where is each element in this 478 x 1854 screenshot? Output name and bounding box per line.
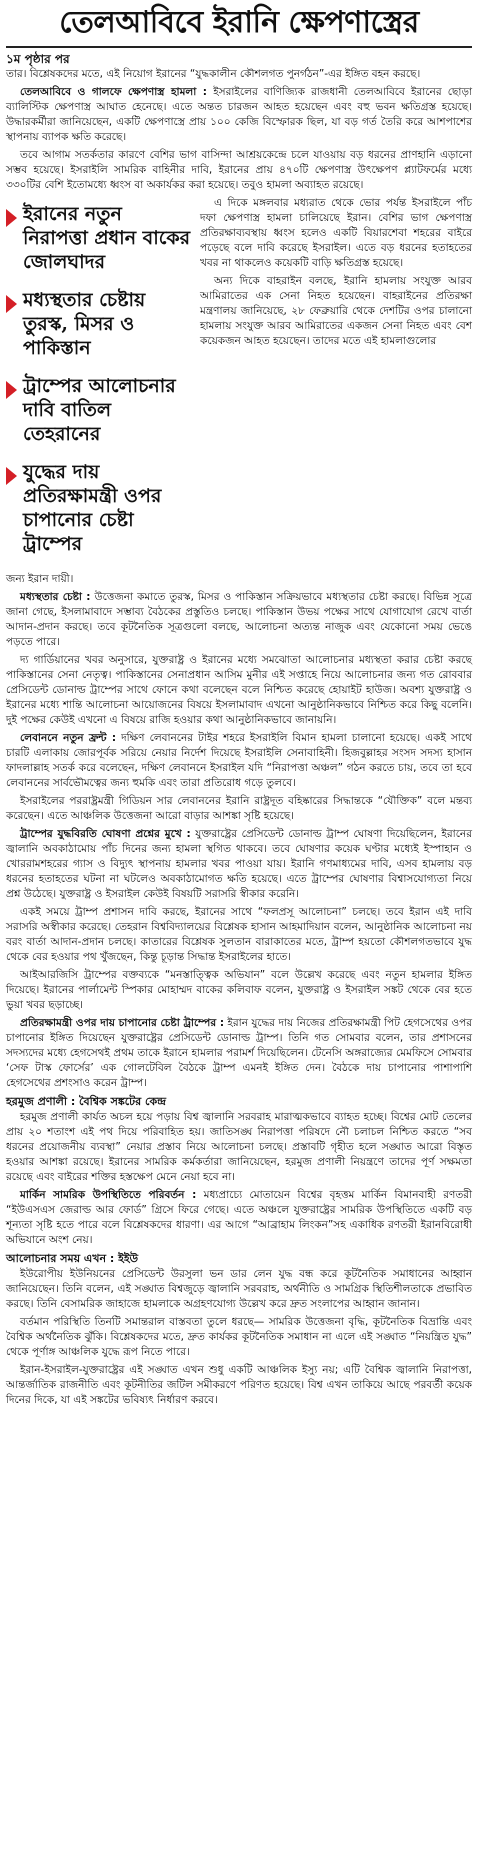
section-heading: মধ্যস্থতার চেষ্টা : (20, 591, 91, 603)
paragraph-text: যুক্তরাষ্ট্রের প্রেসিডেন্ট ডোনাল্ড ট্রাম্প ঘোষণা দিয়েছিলেন, ইরানের জ্বালানি অবকাঠামোয় পাঁচ দিনের জন্য হামলা স্থগিত থাকবে। তবে ঘোষণার কয়েক ঘণ্টার মধ্যেই ইস্পাহান ও খোররামশহরের গ্যাস ও বিদ্যুৎ স্থাপনায় হামলার খবর পাওয়া যায়। ইরানি গণমাধ্যমের দাবি, এসব হামলায় বড় ধরনের হতাহতের ঘটনা না ঘটলেও অবকাঠামোগত ক্ষতি হয়েছে। এতে ট্রাম্পের ঘোষণার বিশ্বাসযোগ্যতা নিয়ে প্রশ্ন উঠেছে। যুক্তরাষ্ট্র ও ইসরাইল কেউই বিষয়টি সরাসরি স্বীকার করেনি। (6, 828, 472, 900)
section-paragraph (6, 1188, 472, 1248)
section-heading: মার্কিন সামরিক উপস্থিতিতে পরিবর্তন : (20, 1189, 197, 1201)
section-heading: আলোচনার সময় এখন : ইইউ (6, 1252, 139, 1265)
highlight-item (6, 460, 192, 556)
section-paragraph: ইরান-ইসরাইল-যুক্তরাষ্ট্রের এই সঙ্ঘাত এখন শুধু একটি আঞ্চলিক ইস্যু নয়; এটি বৈশ্বিক জ্বালানি নিরাপত্তা, আন্তর্জাতিক রাজনীতি এবং কূটনীতির জটিল সমীকরণে পরিণত হয়েছে। বিশ্ব এখন তাকিয়ে আছে পরবর্তী কয়েক দিনের দিকে, যা এই সঙ্কটের ভবিষ্যৎ নির্ধারণ করবে। (6, 1364, 472, 1406)
section-paragraph: বর্তমান পরিস্থিতি তিনটি সমান্তরাল বাস্তবতা তুলে ধরছে— সামরিক উত্তেজনা বৃদ্ধি, কূটনৈতিক বিভ্রান্তি এবং বৈশ্বিক অর্থনৈতিক ঝুঁকি। বিশ্লেষকদের মতে, দ্রুত কার্যকর কূটনৈতিক সমাধান না এলে এই সঙ্ঘাত “নিয়ন্ত্রিত যুদ্ধ” থেকে পূর্ণাঙ্গ আঞ্চলিক যুদ্ধে রূপ নিতে পারে। (6, 1316, 472, 1358)
section-paragraph (6, 590, 472, 650)
triangle-bullet-icon (6, 295, 17, 313)
triangle-bullet-icon (6, 467, 17, 485)
highlight-item (6, 202, 192, 274)
triangle-bullet-icon (6, 381, 17, 399)
section-heading: ট্রাম্পের যুদ্ধবিরতি ঘোষণা প্রশ্নের মুখে : (20, 828, 191, 840)
headline: তেলআবিবে ইরানি ক্ষেপণাস্ত্রের (59, 5, 419, 40)
highlight-item (6, 374, 192, 446)
paragraph-text: দক্ষিণ লেবাননের টাইর শহরে ইসরাইলি বিমান হামলা চালানো হয়েছে। একই সাথে চারটি এলাকায় জোরপূর্বক সরিয়ে নেয়ার নির্দেশ দিয়েছে ইসরাইলি সেনাবাহিনী। হিজবুল্লাহর সংসদ সদস্য হাসান ফাদলাল্লাহ সতর্ক করে বলেছেন, দক্ষিণ লেবাননে ইসরাইল যদি “নিরাপত্তা অঞ্চল” গঠন করতে চায়, তবে তা হবে লেবাননের সার্বভৌমত্বের জন্য হুমকি এবং তারা প্রতিরোধ গড়ে তুলবে। (6, 732, 472, 789)
section-paragraph: আইআরজিসি ট্রাম্পের বক্তব্যকে “মনস্তাত্ত্বিক অভিযান” বলে উল্লেখ করেছে এবং নতুন হামলার ইঙ্গিত দিয়েছে। ইরানের পার্লামেন্ট স্পিকার মোহাম্মদ বাকের কলিবাফ বলেন, যুক্তরাষ্ট্র ও ইসরাইল সঙ্কট থেকে বের হতে ভুয়া খবর ছড়াচ্ছে। (6, 969, 472, 1011)
triangle-bullet-icon (6, 209, 17, 227)
section-heading: হরমুজ প্রণালী : বৈশ্বিক সঙ্কটের কেন্দ্র (6, 1095, 167, 1108)
highlight-text: মধ্যস্থতার চেষ্টায় তুরস্ক, মিসর ও পাকিস্তান (23, 289, 146, 359)
section-paragraph (6, 1016, 472, 1091)
section-paragraph: জন্য ইরান দায়ী। (6, 573, 74, 585)
section-heading: লেবাননে নতুন ফ্রন্ট : (20, 732, 117, 744)
section-paragraph (6, 731, 472, 791)
highlight-item (6, 288, 192, 360)
continued-label: ১ম পৃষ্ঠার পর (6, 52, 70, 66)
section-paragraph: তবে আগাম সতর্কতার কারণে বেশির ভাগ বাসিন্দা আশ্রয়কেন্দ্রে চলে যাওয়ায় বড় ধরনের প্রাণহানি এড়ানো সম্ভব হয়েছে। ইসরাইলি সামরিক বাহিনীর দাবি, ইরানের প্রায় ৪৭০টি ক্ষেপণাস্ত্র উৎক্ষেপণ প্ল্যাটফর্মের মধ্যে ৩৩০টির বেশি ইতোমধ্যে ধ্বংস বা অকার্যকর করা হয়েছে। তবুও হামলা অব্যাহত রয়েছে। (6, 149, 472, 191)
section-paragraph: ইউরোপীয় ইউনিয়নের প্রেসিডেন্ট উরসুলা ভন ডার লেন যুদ্ধ বন্ধ করে কূটনৈতিক সমাধানের আহ্বান জানিয়েছেন। তিনি বলেন, এই সঙ্ঘাত বিশ্বজুড়ে জ্বালানি সরবরাহ, অর্থনীতি ও সামগ্রিক স্থিতিশীলতাকে প্রভাবিত করছে। তিনি বেসামরিক জাহাজে হামলাকে অগ্রহণযোগ্য উল্লেখ করে দ্রুত সংলাপের আহ্বান জানান। (6, 1268, 472, 1310)
intro-paragraph: তার। বিশ্লেষকদের মতে, এই নিয়োগ ইরানের “যুদ্ধকালীন কৌশলগত পুনর্গঠন”-এর ইঙ্গিত বহন করছে। (6, 68, 421, 80)
paragraph-text: ইসরাইলের বাণিজ্যিক রাজধানী তেলআবিবে ইরানের ছোড়া ব্যালিস্টিক ক্ষেপণাস্ত্র আঘাত হেনেছে। এতে অন্তত চারজন আহত হয়েছেন এবং বহু ভবন ক্ষতিগ্রস্ত হয়েছে। উদ্ধারকর্মীরা জানিয়েছেন, একটি ক্ষেপণাস্ত্রে প্রায় ১০০ কেজি বিস্ফোরক ছিল, যা বড় গর্ত তৈরি করে আশপাশের স্থাপনায় ব্যাপক ক্ষতি করেছে। (6, 86, 472, 143)
section-paragraph: অন্য দিকে বাহরাইন বলছে, ইরানি হামলায় সংযুক্ত আরব আমিরাতের এক সেনা নিহত হয়েছেন। বাহরাইনের প্রতিরক্ষা মন্ত্রণালয় জানিয়েছে, ২৮ ফেব্রুয়ারি থেকে দেশটির ওপর চালানো হামলায় সংযুক্ত আরব আমিরাতের একজন সেনা নিহত এবং বেশ কয়েকজন আহত হয়েছেন। তাদের মতে এই হামলাগুলোর (200, 275, 472, 347)
paragraph-text: উত্তেজনা কমাতে তুরস্ক, মিসর ও পাকিস্তান সক্রিয়ভাবে মধ্যস্থতার চেষ্টা করছে। বিভিন্ন সূত্রে জানা গেছে, ইসলামাবাদে সম্ভাব্য বৈঠকের প্রস্তুতিও চলছে। পাকিস্তান উভয় পক্ষের সাথে যোগাযোগ রেখে বার্তা আদান-প্রদান করছে। তবে কূটনৈতিক সূত্রগুলো বলছে, আলোচনা অত্যন্ত নাজুক এবং যেকোনো সময় ভেঙে পড়তে পারে। (6, 591, 472, 648)
section-paragraph: দ্য গার্ডিয়ানের খবর অনুসারে, যুক্তরাষ্ট্র ও ইরানের মধ্যে সমঝোতা আলোচনার মধ্যস্থতা করার চেষ্টা করছে পাকিস্তানের সেনা নেতৃত্ব। পাকিস্তানের সেনাপ্রধান আসিম মুনীর এই সপ্তাহে নিয়ে আলোচনার জন্য গত রোববার প্রেসিডেন্ট ডোনাল্ড ট্রাম্পের সাথে ফোনে কথা বলেছেন বলে নিশ্চিত করেছে হোয়াইট হাউজ। অবশ্য যুক্তরাষ্ট্র ও ইরানের মধ্যে শান্তি আলোচনা আয়োজনের বিষয়ে ইসলামাবাদ এখনো আনুষ্ঠানিকভাবে নিশ্চিত করে কিছু বলেনি। দুই পক্ষের কেউই এখনো এ বিষয়ে রাজি হওয়ার কথা আনুষ্ঠানিকভাবে জানায়নি। (6, 654, 472, 726)
paragraph-text: ইরান যুদ্ধের দায় নিজের প্রতিরক্ষামন্ত্রী পিট হেগসেথের ওপর চাপানোর ইঙ্গিত দিয়েছেন যুক্তরাষ্ট্রের প্রেসিডেন্ট ডোনাল্ড ট্রাম্প। তিনি গত সোমবার বলেন, তার প্রশাসনের সদস্যদের মধ্যে হেগসেথই প্রথম তাকে ইরানে হামলার পরামর্শ দিয়েছিলেন। টেনেসি অঙ্গরাজ্যের মেমফিসে সোমবার ‘সেফ টাস্ক ফোর্সের’ এক গোলটেবিল বৈঠকে ট্রাম্প এমনই ইঙ্গিত দেন। বৈঠকে দায় চাপানোর পাশাপাশি হেগসেথের প্রশংসাও করেন ট্রাম্প। (6, 1017, 472, 1089)
highlight-text: ইরানের নতুন নিরাপত্তা প্রধান বাকের জোলঘাদর (23, 203, 191, 273)
section-paragraph: ইসরাইলের পররাষ্ট্রমন্ত্রী গিডিয়ন সার লেবাননের ইরানি রাষ্ট্রদূত বহিষ্কারের সিদ্ধান্তকে “যৌক্তিক” বলে মন্তব্য করেছেন। এতে আঞ্চলিক উত্তেজনা আরো বাড়ার আশঙ্কা সৃষ্টি হয়েছে। (6, 795, 472, 822)
headline-rule (6, 46, 472, 48)
section-paragraph: এ দিকে মঙ্গলবার মধ্যরাত থেকে ভোর পর্যন্ত ইসরাইলে পাঁচ দফা ক্ষেপণাস্ত্র হামলা চালিয়েছে ইরান। বেশির ভাগ ক্ষেপণাস্ত্র প্রতিরক্ষাব্যবস্থায় ধ্বংস হলেও একটি বিয়ারশেবা শহরের বাইরে পড়েছে বলে দাবি করেছে ইসরাইল। এতে বড় ধরনের হতাহতের খবর না থাকলেও কয়েকটি বাড়ি ক্ষতিগ্রস্ত হয়েছে। (200, 197, 472, 269)
highlight-text: যুদ্ধের দায় প্রতিরক্ষামন্ত্রী ওপর চাপানোর চেষ্টা ট্রাম্পের (23, 461, 162, 555)
right-text-column (200, 196, 472, 570)
section-paragraph: হরমুজ প্রণালী কার্যত অচল হয়ে পড়ায় বিশ্ব জ্বালানি সরবরাহ মারাত্মকভাবে ব্যাহত হচ্ছে। বিশ্বের মোট তেলের প্রায় ২০ শতাংশ এই পথ দিয়ে পরিবাহিত হয়। জাতিসঙ্ঘ নিরাপত্তা পরিষদে নৌ চলাচল নিশ্চিত করতে “সব ধরনের প্রয়োজনীয় ব্যবস্থা” নেয়ার প্রস্তাব নিয়ে আলোচনা চলছে। প্রস্তাবটি গৃহীত হলে সঙ্ঘাত আরো বিস্তৃত হওয়ার আশঙ্কা রয়েছে। ইরানের সামরিক কর্মকর্তারা জানিয়েছেন, হরমুজ প্রণালী নিয়ন্ত্রণে তাদের পূর্ণ সক্ষমতা রয়েছে এবং বাইরের শক্তির হস্তক্ষেপ মেনে নেয়া হবে না। (6, 1111, 472, 1183)
highlight-text: ট্রাম্পের আলোচনার দাবি বাতিল তেহরানের (23, 375, 176, 445)
highlights-column (6, 196, 192, 570)
section-heading: তেলআবিবে ও গালফে ক্ষেপণাস্ত্র হামলা : (20, 86, 208, 98)
section-heading: প্রতিরক্ষামন্ত্রী ওপর দায় চাপানোর চেষ্টা ট্রাম্পের : (20, 1017, 225, 1029)
paragraph-text: মধ্যপ্রাচ্যে মোতায়েন বিশ্বের বৃহত্তম মার্কিন বিমানবাহী রণতরী “ইউএসএস জেরাল্ড আর ফোর্ড” গ্রিসে ফিরে গেছে। এতে অঞ্চলে যুক্তরাষ্ট্রের সামরিক উপস্থিতিতে একটি বড় শূন্যতা সৃষ্টি হতে পারে বলে বিশ্লেষকদের ধারণা। এর আগে “আব্রাহাম লিংকন”সহ একাধিক রণতরী ইরানবিরোধী অভিযানে অংশ নেয়। (6, 1189, 472, 1246)
section-paragraph: একই সময়ে ট্রাম্প প্রশাসন দাবি করছে, ইরানের সাথে “ফলপ্রসূ আলোচনা” চলছে। তবে ইরান এই দাবি সরাসরি অস্বীকার করেছে। তেহরান বিশ্ববিদ্যালয়ের বিশ্লেষক হাসান আহমাদিয়ান বলেন, আনুষ্ঠানিক আলোচনা নয় বরং বার্তা আদান-প্রদান চলছে। কাতারের বিশ্লেষক সুলতান বারাকাতের মতে, ট্রাম্প হয়তো কৌশলগতভাবে যুদ্ধ থেকে বের হওয়ার পথ খুঁজছেন, কিন্তু চূড়ান্ত সিদ্ধান্ত ইসরাইলের হাতে। (6, 906, 472, 963)
section-paragraph (6, 827, 472, 902)
two-column-block (6, 196, 472, 570)
section-paragraph (6, 85, 472, 145)
